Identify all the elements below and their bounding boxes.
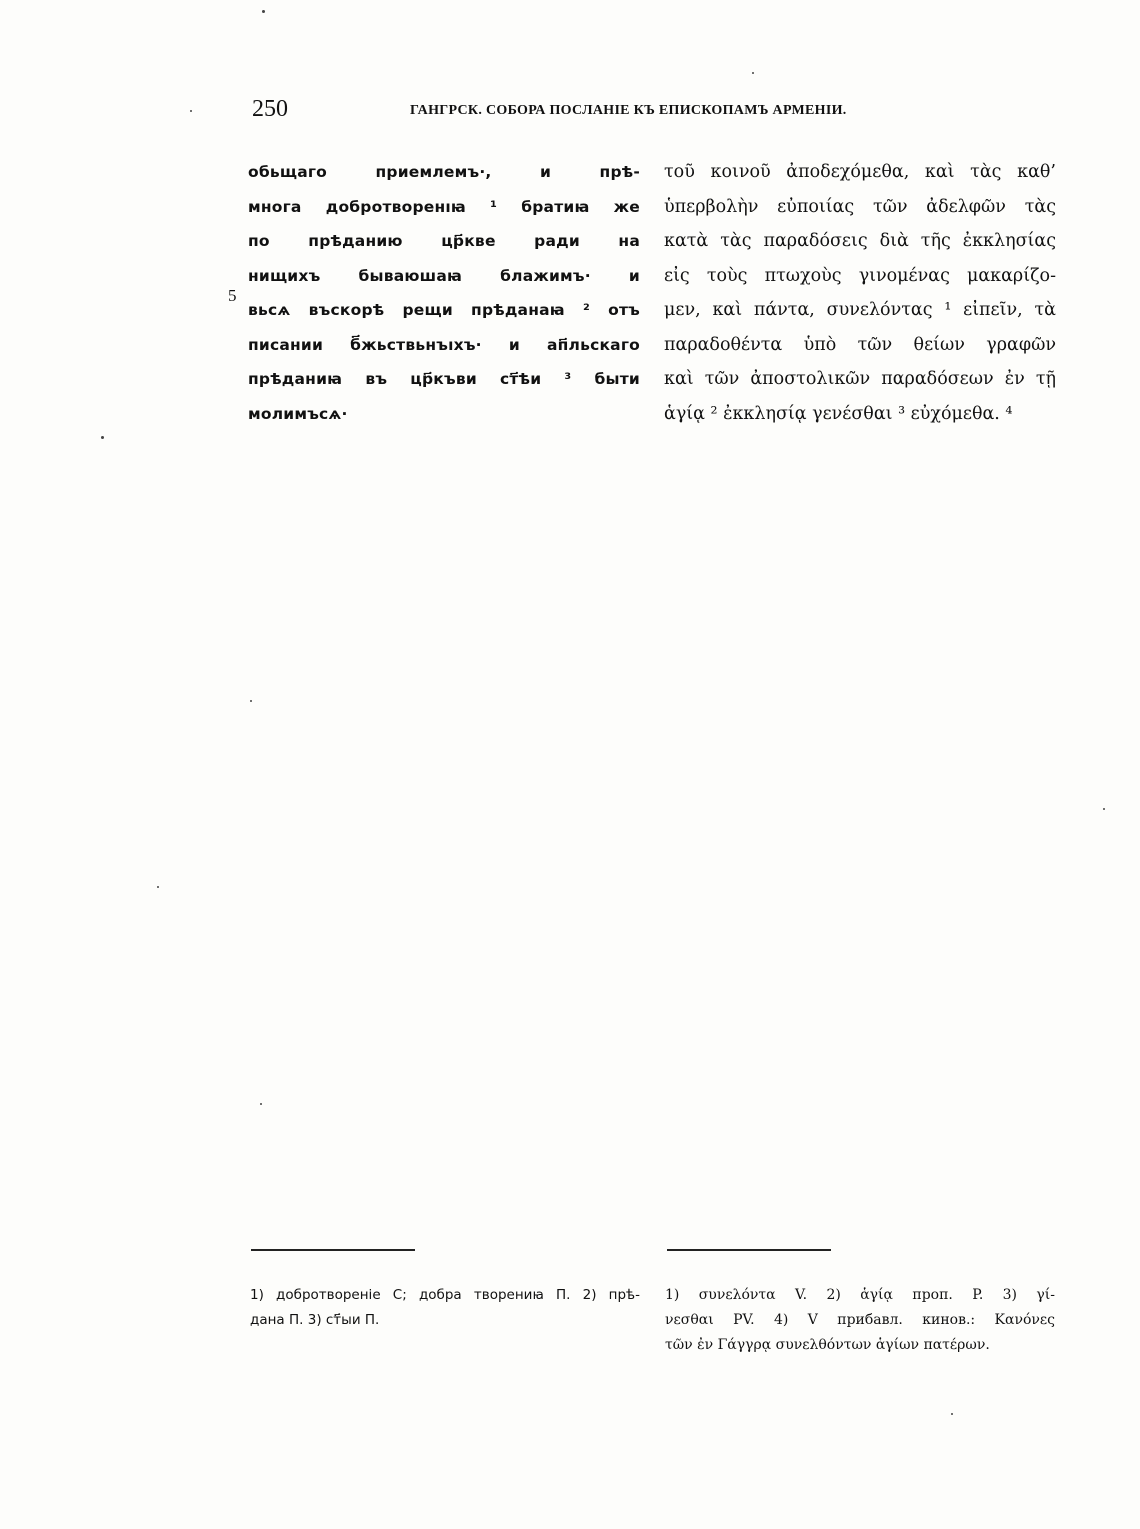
slavonic-line: нищихъ бываюшаꙗ блажимъ· и xyxy=(248,266,640,285)
scan-speck xyxy=(157,886,159,888)
slavonic-line: по прѣданию цр҃кве ради на xyxy=(248,232,640,250)
footnote-line: νεσθαι PV. 4) V прибавл. кинов.: Κανόνες xyxy=(665,1312,1055,1328)
slavonic-line: писании б҃жьствьнъıхъ· и ап҃льскаго xyxy=(248,335,640,354)
slavonic-line: молимъсѧ· xyxy=(248,404,348,423)
footnotes-greek xyxy=(665,1283,1055,1358)
slavonic-line: прѣданиꙗ въ цр҃къви ст҃ѣи ³ быти xyxy=(248,370,640,388)
greek-line: εἰς τοὺς πτωχοὺς γινομένας μακαρίζο- xyxy=(664,265,1056,286)
greek-column xyxy=(664,155,1056,431)
footnote-line: 1) συνελόντα V. 2) ἁγίᾳ проп. P. 3) γί- xyxy=(665,1287,1055,1303)
scan-speck xyxy=(190,110,192,112)
line-number-5: 5 xyxy=(228,286,237,305)
scan-speck xyxy=(951,1413,953,1415)
greek-line: ὑπερβολὴν εὐποιίας τῶν ἀδελφῶν τὰς xyxy=(664,196,1056,217)
scan-speck xyxy=(262,10,265,13)
footnote-rule-right xyxy=(667,1249,831,1251)
scan-speck xyxy=(250,700,252,702)
footnote-line: дана П. 3) ст҃ыи П. xyxy=(250,1312,380,1328)
slavonic-line: вьсѧ въскорѣ рещи прѣданаꙗ ² отъ xyxy=(248,301,640,319)
footnote-line: 1) добротворенiе C; добра творениꙗ П. 2) прѣ- xyxy=(250,1287,640,1303)
scan-speck xyxy=(101,436,104,439)
scan-speck xyxy=(752,72,754,74)
footnotes-slavonic xyxy=(250,1283,640,1333)
scan-speck xyxy=(260,1103,262,1105)
footnote-line: τῶν ἐν Γάγγρᾳ συνελθόντων ἁγίων πατέρων. xyxy=(665,1337,990,1353)
greek-line: καὶ τῶν ἀποστολικῶν παραδόσεων ἐν τῇ xyxy=(664,369,1056,389)
greek-line: ἁγίᾳ ² ἐκκλησίᾳ γενέσθαι ³ εὐχόμεθα. ⁴ xyxy=(664,403,1013,424)
greek-line: παραδοθέντα ὑπὸ τῶν θείων γραφῶν xyxy=(664,334,1056,355)
footnote-rule-left xyxy=(251,1249,415,1251)
greek-line: κατὰ τὰς παραδόσεις διὰ τῆς ἐκκλησίας xyxy=(664,231,1056,251)
page-number: 250 xyxy=(252,96,288,122)
running-head: ГАНГРСК. СОБОРА ПОСЛАНІЕ КЪ ЕПИСКОПАМЪ АРМЕНІИ. xyxy=(410,103,847,118)
slavonic-line: обьщаго приемлемъ·, и прѣ- xyxy=(248,163,640,181)
slavonic-line: многа добротворенıꙗ ¹ братиꙗ же xyxy=(248,197,640,216)
greek-line: τοῦ κοινοῦ ἀποδεχόμεθα, καὶ τὰς καθ’ xyxy=(664,162,1056,182)
greek-line: μεν, καὶ πάντα, συνελόντας ¹ εἰπεῖν, τὰ xyxy=(664,300,1056,320)
scan-speck xyxy=(1103,808,1105,810)
slavonic-column xyxy=(248,155,640,431)
